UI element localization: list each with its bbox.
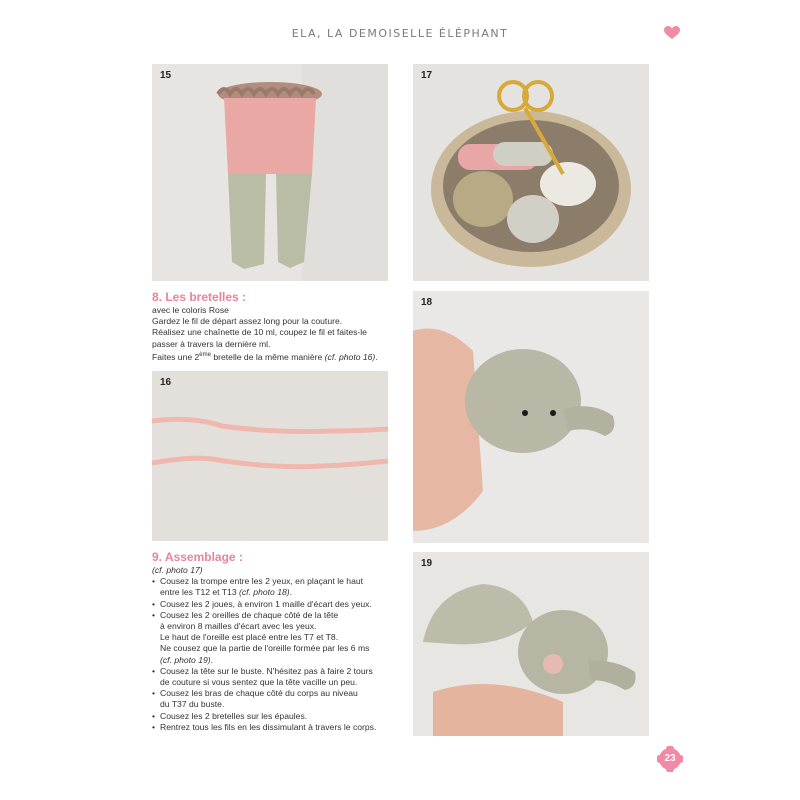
page-number-badge xyxy=(657,746,683,772)
text-line: Faites une 2ème bretelle de la même manière (cf. photo 16). xyxy=(152,351,378,362)
photo-number: 19 xyxy=(421,558,433,569)
instruction-list xyxy=(152,576,404,733)
text-line: Gardez le fil de départ assez long pour la couture. xyxy=(152,316,343,327)
text-line: avec le coloris Rose xyxy=(152,305,229,315)
running-header: ELA, LA DEMOISELLE ÉLÉPHANT xyxy=(291,27,509,40)
photo-19 xyxy=(413,552,649,736)
page-number: 23 xyxy=(664,753,676,764)
section-9-title: 9. Assemblage : xyxy=(152,550,243,564)
text-line: passer à travers la dernière ml. xyxy=(152,338,271,349)
photo-18 xyxy=(413,291,649,543)
list-item: • Cousez les 2 oreilles de chaque côté de la tête à environ 8 mailles d'écart avec les yeux. Le haut de l'oreille est placé entre les T7 et T8. Ne cousez que la partie de l'oreille formée par les 6 ms (cf. photo 19). xyxy=(152,610,404,666)
list-item: • Cousez la trompe entre les 2 yeux, en plaçant le haut entre les T12 et T13 (cf. photo 18). xyxy=(152,576,404,598)
section-8-body xyxy=(152,305,402,363)
list-item: • Cousez la tête sur le buste. N'hésitez pas à faire 2 tours de couture si vous sentez que la tête vacille un peu. xyxy=(152,666,404,688)
list-item: • Cousez les 2 bretelles sur les épaules. xyxy=(152,711,404,722)
section-8-title: 8. Les bretelles : xyxy=(152,290,247,304)
list-item: • Rentrez tous les fils en les dissimulant à travers le corps. xyxy=(152,722,404,733)
text-line: (cf. photo 17) xyxy=(152,565,203,575)
section-9-body xyxy=(152,565,404,733)
photo-16 xyxy=(152,371,388,541)
photo-number: 15 xyxy=(160,70,172,81)
photo-17 xyxy=(413,64,649,281)
photo-number: 16 xyxy=(160,377,172,388)
heart-icon xyxy=(664,26,680,40)
list-item: • Cousez les bras de chaque côté du corps au niveau du T37 du buste. xyxy=(152,688,404,710)
photo-15 xyxy=(152,64,388,281)
text-line: Réalisez une chaînette de 10 ml, coupez le fil et faites-le xyxy=(152,327,367,338)
photo-number: 17 xyxy=(421,70,433,81)
list-item: • Cousez les 2 joues, à environ 1 maille d'écart des yeux. xyxy=(152,599,404,610)
photo-number: 18 xyxy=(421,297,433,308)
